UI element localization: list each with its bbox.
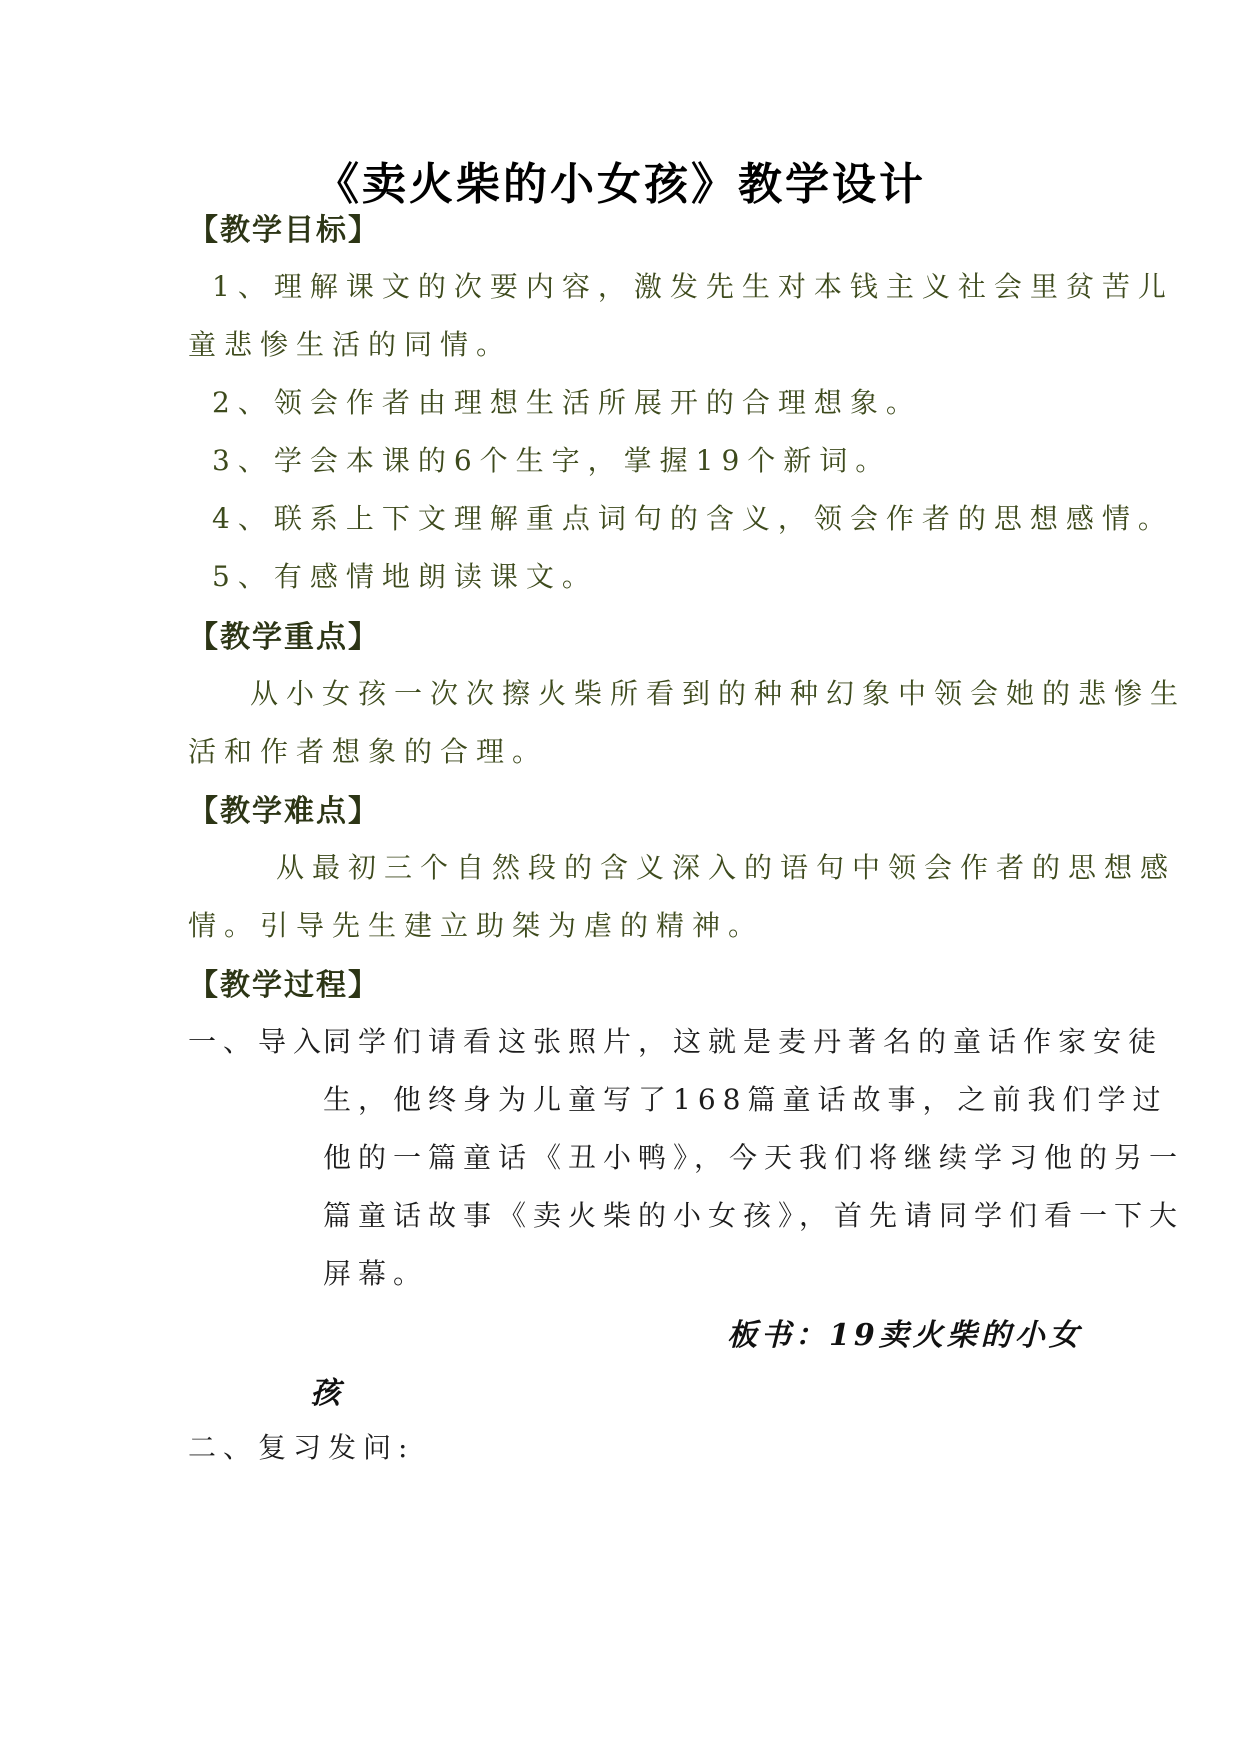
objectives-heading: 【教学目标】: [188, 213, 380, 248]
difficulties-line-2: 情。引导先生建立助桀为虐的精神。: [188, 909, 765, 942]
objective-line-3: 2、领会作者由理想生活所展开的合理想象。: [212, 386, 922, 419]
intro-line-5: 屏幕。: [323, 1257, 429, 1290]
page-title: 《卖火柴的小女孩》教学设计: [315, 159, 926, 210]
process-heading: 【教学过程】: [188, 968, 380, 1003]
key-points-line-1: 从小女孩一次次擦火柴所看到的种种幻象中领会她的悲惨生: [250, 677, 1187, 710]
objective-line-1: 1、理解课文的次要内容，激发先生对本钱主义社会里贫苦儿: [212, 270, 1174, 303]
intro-line-1: 同学们请看这张照片，这就是麦丹著名的童话作家安徒: [323, 1025, 1164, 1058]
objective-line-6: 5、有感情地朗读课文。: [212, 560, 598, 593]
blackboard-line-2: 孩: [310, 1376, 344, 1411]
objective-line-2: 童悲惨生活的同情。: [188, 328, 513, 361]
difficulties-heading: 【教学难点】: [188, 794, 380, 829]
intro-line-2: 生，他终身为儿童写了168篇童话故事，之前我们学过: [323, 1083, 1168, 1116]
difficulties-line-1: 从最初三个自然段的含义深入的语句中领会作者的思想感: [276, 851, 1177, 884]
key-points-heading: 【教学重点】: [188, 620, 380, 655]
key-points-line-2: 活和作者想象的合理。: [188, 735, 549, 768]
objective-line-4: 3、学会本课的6个生字，掌握19个新词。: [212, 444, 892, 477]
review-label: 二、复习发问:: [188, 1431, 415, 1464]
intro-line-4: 篇童话故事《卖火柴的小女孩》，首先请同学们看一下大: [323, 1199, 1185, 1232]
blackboard-line-1: 板书：19卖火柴的小女: [727, 1318, 1083, 1353]
intro-label: 一、导入:: [188, 1025, 345, 1058]
intro-line-3: 他的一篇童话《丑小鸭》，今天我们将继续学习他的另一: [323, 1141, 1185, 1174]
objective-line-5: 4、联系上下文理解重点词句的含义，领会作者的思想感情。: [212, 502, 1174, 535]
